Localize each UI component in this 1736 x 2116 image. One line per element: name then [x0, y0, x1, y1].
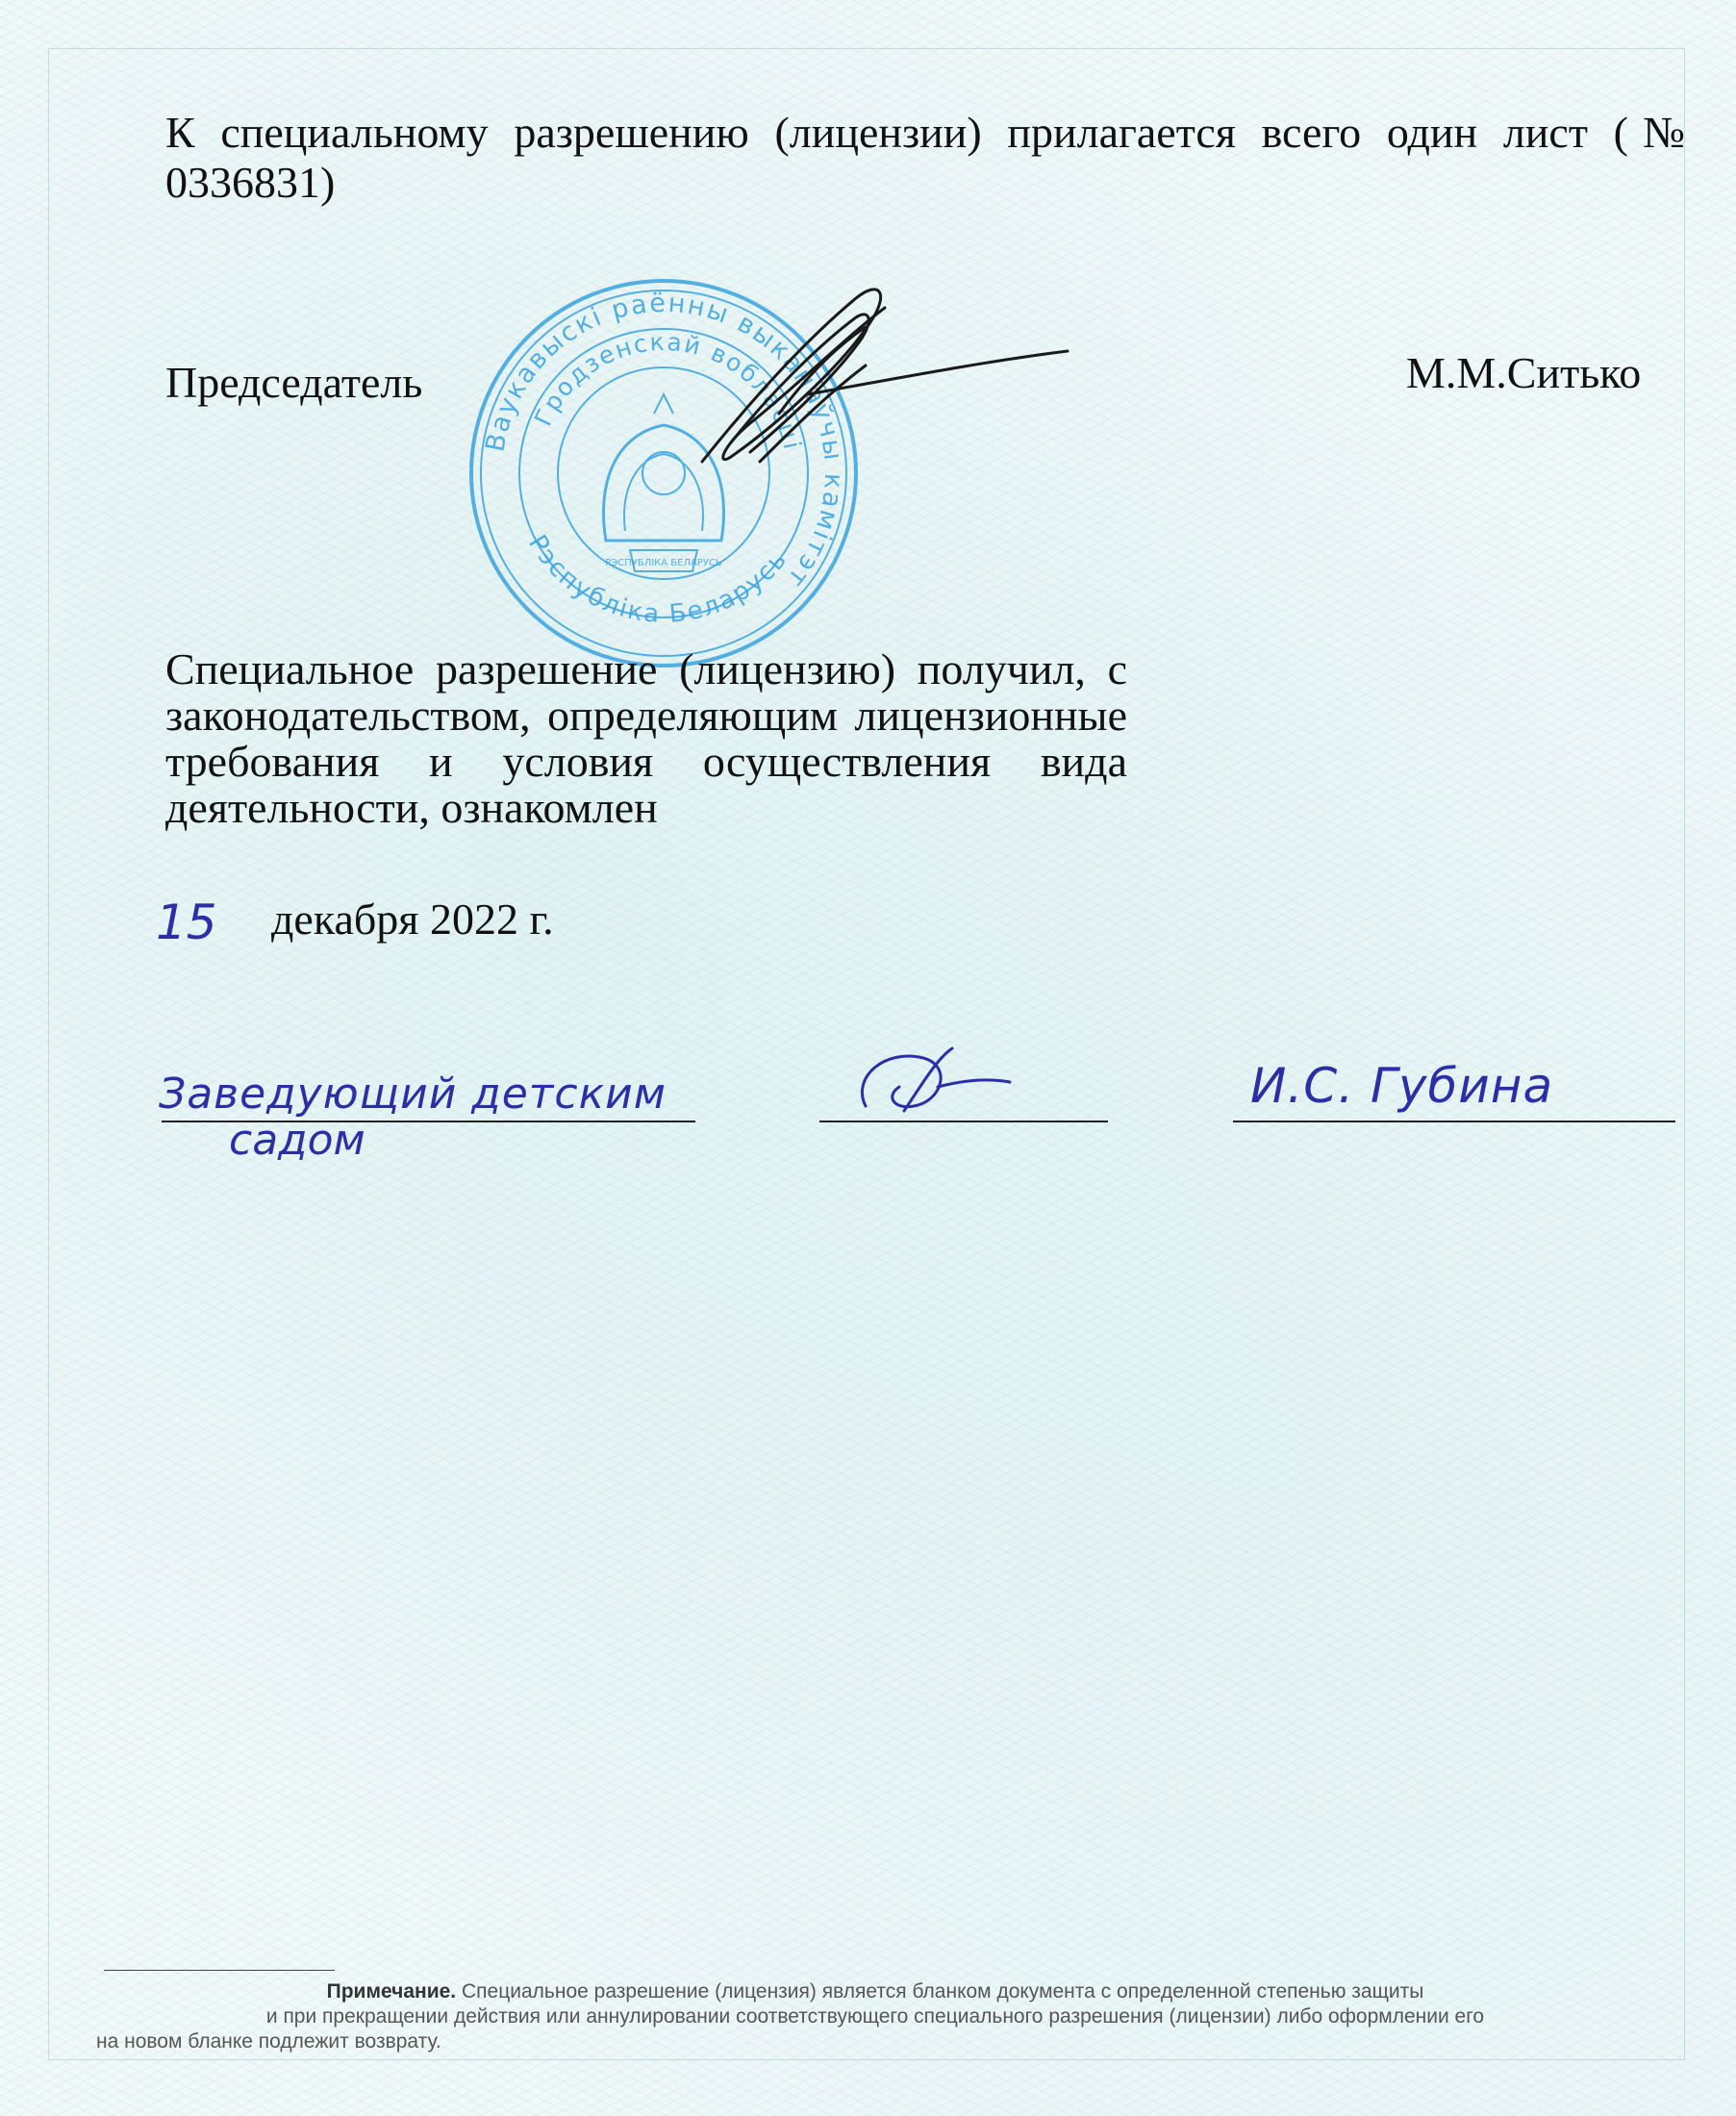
- stamp-inner-text: Гродзенскай вобласці: [528, 327, 807, 454]
- position-line: [162, 1121, 695, 1122]
- receiver-position-handwritten-line2: садом: [229, 1116, 365, 1165]
- chairman-name: М.М.Ситько: [1406, 348, 1642, 397]
- date-day-handwritten: 15: [156, 894, 217, 950]
- footnote-rule: [104, 1970, 335, 1971]
- note-line2: и при прекращении действия или аннулировании соответствующего специального разрешения (лицензии) либо оформлении его: [265, 2005, 1485, 2028]
- note-line1: Специальное разрешение (лицензия) является бланком документа с определенной степенью защиты: [462, 1980, 1424, 2003]
- name-line: [1233, 1121, 1675, 1122]
- stamp-outer-text: Ваукавыскі раённы выканаўчы камітэт: [480, 288, 849, 594]
- note-label: Примечание.: [326, 1980, 457, 2003]
- stamp-emblem-text: РЭСПУБЛІКА БЕЛАРУСЬ: [605, 558, 722, 568]
- chairman-label: Председатель: [165, 358, 423, 407]
- receiver-position-handwritten: Заведующий детским: [159, 1070, 667, 1119]
- note-line3: на новом бланке подлежит возврату.: [96, 2030, 441, 2053]
- acknowledgement-text: Специальное разрешение (лицензию) получил, с законодательством, определяющим лицензионные требования и условия осуществления вида деятельности, ознакомлен: [165, 644, 1127, 832]
- receiver-name-handwritten: И.С. Губина: [1250, 1058, 1554, 1114]
- chairman-signature-icon: [664, 269, 1077, 491]
- date-text: декабря 2022 г.: [271, 894, 554, 944]
- stamp-bottom-text: Рэспубліка Беларусь: [522, 530, 794, 629]
- attachment-text: К специальному разрешению (лицензии) прилагается всего один лист (№ 0336831): [165, 108, 1685, 207]
- signature-line: [819, 1121, 1108, 1122]
- receiver-signature-icon: [846, 1029, 1019, 1135]
- footnote: [96, 1979, 1654, 2054]
